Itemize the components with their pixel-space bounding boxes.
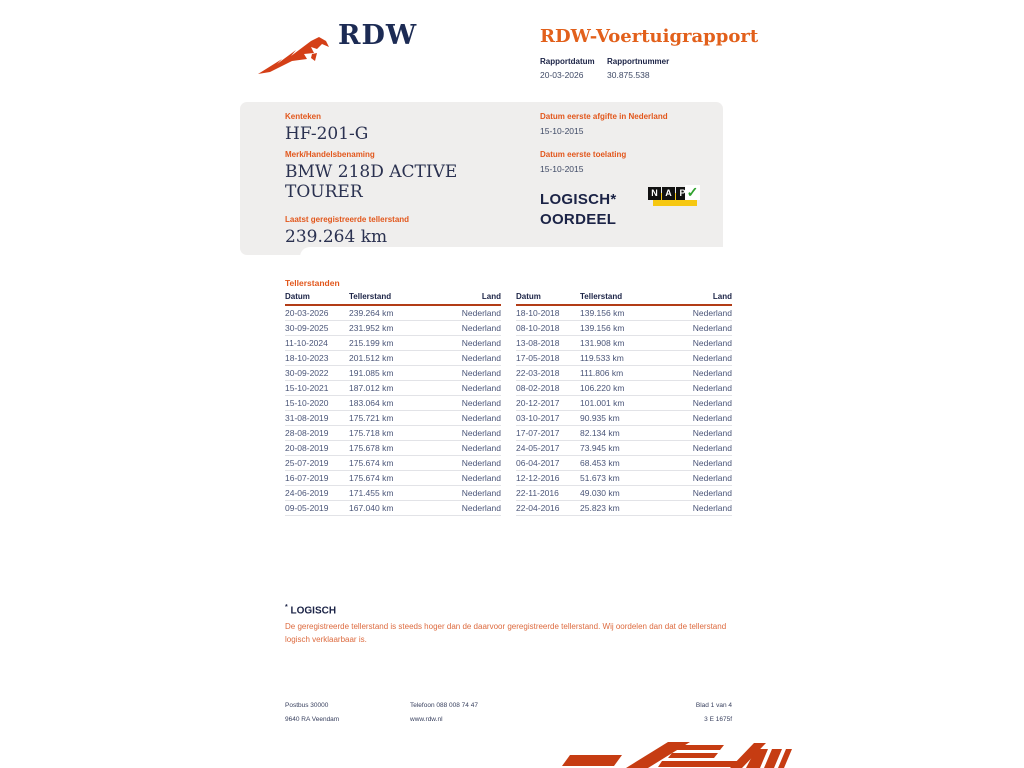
cell-datum: 18-10-2023 (285, 351, 349, 366)
cell-land: Nederland (444, 366, 501, 381)
cell-land: Nederland (675, 456, 732, 471)
cell-tellerstand: 51.673 km (580, 471, 675, 486)
cell-tellerstand: 231.952 km (349, 321, 444, 336)
footer-page-info (600, 699, 732, 727)
table-row (285, 501, 501, 516)
cell-land: Nederland (675, 441, 732, 456)
cell-land: Nederland (675, 336, 732, 351)
cell-datum: 25-07-2019 (285, 456, 349, 471)
kenteken-label: Kenteken (285, 112, 322, 121)
cell-land: Nederland (444, 321, 501, 336)
cell-tellerstand: 167.040 km (349, 501, 444, 516)
cell-tellerstand: 68.453 km (580, 456, 675, 471)
cell-land: Nederland (675, 411, 732, 426)
footer-address-line2: 9640 RA Veendam (285, 716, 340, 723)
cell-land: Nederland (444, 456, 501, 471)
cell-datum: 30-09-2025 (285, 321, 349, 336)
tellerstand-value: 239.264 km (285, 227, 388, 247)
report-number-block (607, 57, 669, 80)
cell-tellerstand: 191.085 km (349, 366, 444, 381)
footer-phone: Telefoon 088 008 74 47 (410, 702, 478, 709)
cell-datum: 16-07-2019 (285, 471, 349, 486)
table-row (285, 441, 501, 456)
cell-land: Nederland (444, 336, 501, 351)
col-header-land: Land (675, 290, 732, 305)
table-row (285, 486, 501, 501)
cell-datum: 08-10-2018 (516, 321, 580, 336)
cell-datum: 17-05-2018 (516, 351, 580, 366)
cell-datum: 09-05-2019 (285, 501, 349, 516)
footer-website-link[interactable]: www.rdw.nl (410, 716, 443, 723)
rdw-wordmark: RDW (338, 20, 418, 51)
table-row (516, 396, 732, 411)
cell-tellerstand: 183.064 km (349, 396, 444, 411)
cell-tellerstand: 73.945 km (580, 441, 675, 456)
table-row (516, 471, 732, 486)
table-row (285, 426, 501, 441)
footer-doc-code: 3 E 1675f (704, 716, 732, 723)
cell-datum: 20-08-2019 (285, 441, 349, 456)
report-date-block (540, 57, 595, 80)
cell-tellerstand: 175.721 km (349, 411, 444, 426)
table-row (285, 456, 501, 471)
table-row (516, 351, 732, 366)
cell-datum: 22-04-2016 (516, 501, 580, 516)
table-row (285, 381, 501, 396)
cell-tellerstand: 139.156 km (580, 305, 675, 321)
table-row (516, 456, 732, 471)
footer-address (285, 699, 339, 727)
odometer-table-left (285, 290, 501, 516)
col-header-datum: Datum (516, 290, 580, 305)
cell-datum: 12-12-2016 (516, 471, 580, 486)
oordeel-line2: OORDEEL (540, 211, 617, 228)
table-row (516, 305, 732, 321)
cell-tellerstand: 106.220 km (580, 381, 675, 396)
section-title-tellerstanden: Tellerstanden (285, 278, 340, 288)
footnote-title (285, 604, 336, 616)
cell-datum: 15-10-2021 (285, 381, 349, 396)
cell-land: Nederland (444, 441, 501, 456)
cell-land: Nederland (675, 366, 732, 381)
cell-tellerstand: 82.134 km (580, 426, 675, 441)
odometer-table-right (516, 290, 732, 516)
col-header-tellerstand: Tellerstand (349, 290, 444, 305)
merk-label: Merk/Handelsbenaming (285, 150, 375, 159)
eerste-toelating-value: 15-10-2015 (540, 164, 584, 174)
eerste-afgifte-value: 15-10-2015 (540, 126, 584, 136)
report-date-label: Rapportdatum (540, 57, 595, 66)
nap-letter-p: P (676, 187, 689, 200)
rdw-bird-icon (256, 30, 332, 76)
col-header-datum: Datum (285, 290, 349, 305)
table-row (285, 351, 501, 366)
table-row (516, 486, 732, 501)
oordeel-line1: LOGISCH* (540, 191, 617, 208)
cell-tellerstand: 131.908 km (580, 336, 675, 351)
cell-datum: 08-02-2018 (516, 381, 580, 396)
cell-tellerstand: 139.156 km (580, 321, 675, 336)
kenteken-block (285, 112, 520, 247)
cell-datum: 22-11-2016 (516, 486, 580, 501)
cell-datum: 22-03-2018 (516, 366, 580, 381)
cell-tellerstand: 215.199 km (349, 336, 444, 351)
cell-land: Nederland (675, 321, 732, 336)
cell-tellerstand: 175.678 km (349, 441, 444, 456)
table-row (516, 501, 732, 516)
nap-letter-a: A (662, 187, 675, 200)
nap-check-icon: ✓ (686, 184, 699, 200)
footnote-text: De geregistreerde tellerstand is steeds hoger dan de daarvoor geregistreerde tellerstand. Wij oordelen dan dat de tellerstand logisch verklaarbaar is. (285, 622, 727, 644)
cell-land: Nederland (675, 471, 732, 486)
table-row (285, 471, 501, 486)
footnote-asterisk: * (285, 604, 288, 611)
cell-datum: 13-08-2018 (516, 336, 580, 351)
table-row (285, 411, 501, 426)
table-header-row (285, 290, 501, 305)
cell-tellerstand: 111.806 km (580, 366, 675, 381)
cell-tellerstand: 119.533 km (580, 351, 675, 366)
cell-datum: 30-09-2022 (285, 366, 349, 381)
cell-land: Nederland (675, 426, 732, 441)
nap-letter-n: N (648, 187, 661, 200)
table-row (516, 441, 732, 456)
cell-datum: 17-07-2017 (516, 426, 580, 441)
cell-datum: 11-10-2024 (285, 336, 349, 351)
report-number-value: 30.875.538 (607, 70, 650, 80)
cell-land: Nederland (444, 501, 501, 516)
table-row (285, 396, 501, 411)
cell-land: Nederland (444, 426, 501, 441)
rdw-stripes-graphic (556, 741, 792, 768)
cell-land: Nederland (675, 305, 732, 321)
cell-tellerstand: 90.935 km (580, 411, 675, 426)
table-row (285, 366, 501, 381)
cell-land: Nederland (444, 381, 501, 396)
cell-datum: 03-10-2017 (516, 411, 580, 426)
cell-land: Nederland (675, 381, 732, 396)
cell-tellerstand: 175.674 km (349, 471, 444, 486)
cell-land: Nederland (444, 471, 501, 486)
eerste-afgifte-label: Datum eerste afgifte in Nederland (540, 112, 668, 121)
cell-land: Nederland (675, 486, 732, 501)
cell-datum: 18-10-2018 (516, 305, 580, 321)
cell-land: Nederland (675, 501, 732, 516)
cell-land: Nederland (444, 411, 501, 426)
footnote-title-text: LOGISCH (290, 605, 337, 617)
report-date-value: 20-03-2026 (540, 70, 584, 80)
cell-datum: 31-08-2019 (285, 411, 349, 426)
nap-logo (648, 184, 700, 211)
table-header-row (516, 290, 732, 305)
eerste-toelating-label: Datum eerste toelating (540, 150, 627, 159)
rdw-logo (256, 20, 418, 76)
footer-page-number: Blad 1 van 4 (695, 702, 732, 709)
report-header (540, 26, 790, 80)
cell-land: Nederland (444, 486, 501, 501)
tellerstand-label: Laatst geregistreerde tellerstand (285, 215, 410, 224)
cell-tellerstand: 187.012 km (349, 381, 444, 396)
cell-tellerstand: 49.030 km (580, 486, 675, 501)
col-header-tellerstand: Tellerstand (580, 290, 675, 305)
dates-block (540, 112, 740, 230)
table-row (285, 321, 501, 336)
cell-datum: 15-10-2020 (285, 396, 349, 411)
cell-land: Nederland (675, 351, 732, 366)
cell-datum: 24-06-2019 (285, 486, 349, 501)
cell-tellerstand: 239.264 km (349, 305, 444, 321)
cell-datum: 28-08-2019 (285, 426, 349, 441)
footer-address-line1: Postbus 30000 (285, 702, 329, 709)
cell-datum: 06-04-2017 (516, 456, 580, 471)
cell-tellerstand: 175.674 km (349, 456, 444, 471)
col-header-land: Land (444, 290, 501, 305)
table-row (516, 366, 732, 381)
table-row (516, 411, 732, 426)
kenteken-value: HF-201-G (285, 124, 369, 144)
report-number-label: Rapportnummer (607, 57, 670, 66)
page-title: RDW-Voertuigrapport (540, 26, 759, 47)
footer-contact (410, 699, 478, 727)
table-row (516, 426, 732, 441)
table-row (285, 336, 501, 351)
table-row (516, 321, 732, 336)
cell-land: Nederland (444, 305, 501, 321)
cell-land: Nederland (444, 396, 501, 411)
cell-tellerstand: 175.718 km (349, 426, 444, 441)
table-row (516, 381, 732, 396)
cell-land: Nederland (675, 396, 732, 411)
table-row (516, 336, 732, 351)
cell-tellerstand: 201.512 km (349, 351, 444, 366)
cell-tellerstand: 171.455 km (349, 486, 444, 501)
table-row (285, 305, 501, 321)
merk-value: BMW 218D ACTIVE TOURER (285, 162, 458, 202)
cell-datum: 20-12-2017 (516, 396, 580, 411)
cell-datum: 20-03-2026 (285, 305, 349, 321)
panel-bottom-notch (300, 247, 790, 267)
cell-tellerstand: 25.823 km (580, 501, 675, 516)
cell-datum: 24-05-2017 (516, 441, 580, 456)
cell-tellerstand: 101.001 km (580, 396, 675, 411)
cell-land: Nederland (444, 351, 501, 366)
